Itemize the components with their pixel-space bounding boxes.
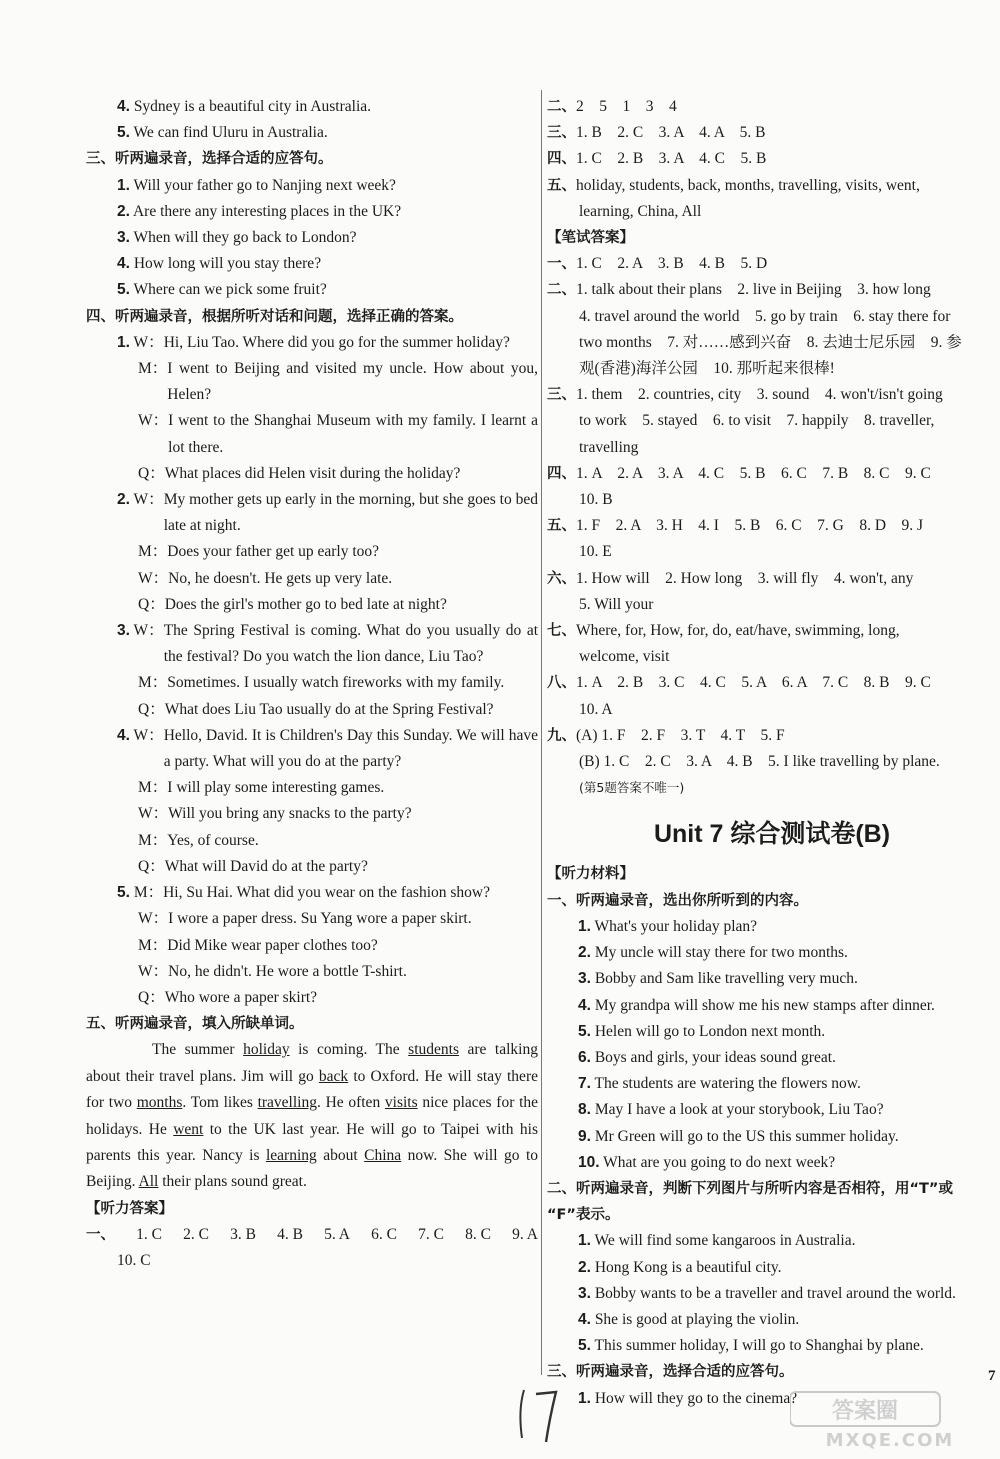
svg-text:MXQE.COM: MXQE.COM — [825, 1430, 955, 1450]
dialog-line: W： No, he didn't. He wore a bottle T-shirt. — [138, 962, 407, 980]
list-item: 7. The students are watering the flowers now. — [578, 1075, 861, 1093]
dialog-line: M： I will play some interesting games. — [138, 779, 385, 797]
dialog-line: W： I wore a paper dress. Su Yang wore a paper skirt. — [138, 910, 472, 928]
section-heading: 三、听两遍录音，选择合适的应答句。 — [86, 151, 333, 168]
answer-row: two months 7. 对……感到兴奋 8. 去迪士尼乐园 9. 参 — [579, 333, 962, 351]
answer-row: 五、holiday, students, back, months, travelling, visits, went, — [547, 176, 920, 194]
section-heading: 五、听两遍录音，填入所缺单词。 — [86, 1016, 304, 1033]
list-item: 1. We will find some kangaroos in Australia. — [578, 1232, 856, 1250]
right-column — [547, 94, 997, 1412]
answer-row: 10. E — [579, 543, 612, 561]
dialog-line: M： Does your father get up early too? — [138, 543, 380, 561]
list-item: 8. May I have a look at your storybook, Liu Tao? — [578, 1101, 884, 1119]
list-item: 2. Hong Kong is a beautiful city. — [578, 1258, 782, 1276]
answer-row: 10. B — [579, 491, 613, 509]
dialog-line: M： Did Mike wear paper clothes too? — [138, 936, 378, 954]
list-item: 4. How long will you stay there? — [117, 255, 322, 273]
filled-blank: visits — [384, 1094, 418, 1112]
dialog-line: 1. W： Hi, Liu Tao. Where did you go for the summer holiday? — [117, 333, 510, 351]
answer-row: 5. Will your — [579, 595, 654, 613]
answer-row: 一、1. C 2. A 3. B 4. B 5. D — [547, 255, 768, 273]
list-item: 5. This summer holiday, I will go to Shanghai by plane. — [578, 1337, 924, 1355]
column-divider — [541, 90, 542, 1375]
section-heading: 【笔试答案】 — [547, 230, 634, 247]
list-item: 10. What are you going to do next week? — [578, 1153, 836, 1171]
dialog-line: Q： Who wore a paper skirt? — [138, 988, 318, 1006]
answer-row: 4. travel around the world 5. go by train 6. stay there for — [579, 307, 951, 325]
answer-row: 二、1. talk about their plans 2. live in Beijing 3. how long — [547, 281, 931, 299]
filled-blank: holiday — [243, 1041, 290, 1059]
section-heading: 二、听两遍录音，判断下列图片与所听内容是否相符，用“T”或 — [547, 1180, 953, 1197]
dialog-line: Q： What does Liu Tao usually do at the Spring Festival? — [138, 700, 494, 718]
dialog-line: Q： Does the girl's mother go to bed late at night? — [138, 595, 447, 613]
section-heading: 四、听两遍录音，根据所听对话和问题，选择正确的答案。 — [86, 308, 463, 325]
page-number: 7 — [988, 1368, 996, 1384]
list-item: 3. When will they go back to London? — [117, 229, 357, 247]
dialog-line: M： I went to Beijing and visited my uncle. How about you, Helen? — [138, 360, 538, 404]
filled-blank: China — [364, 1146, 402, 1164]
filled-blank: travelling — [257, 1094, 317, 1112]
list-item: 5. Where can we pick some fruit? — [117, 281, 327, 299]
dialog-line: M： Yes, of course. — [138, 831, 259, 849]
answer-row: (B) 1. C 2. C 3. A 4. B 5. I like travelling by plane. — [579, 753, 940, 771]
list-item: 2. Are there any interesting places in the UK? — [117, 202, 402, 220]
handwritten-mark — [510, 1380, 570, 1450]
list-item: 9. Mr Green will go to the US this summer holiday. — [578, 1127, 899, 1145]
answer-row: 七、Where, for, How, for, do, eat/have, swimming, long, — [547, 622, 900, 640]
dialog-line: Q： What will David do at the party? — [138, 857, 368, 875]
list-item: 2. My uncle will stay there for two months. — [578, 944, 848, 962]
cloze-paragraph: The summer holiday is coming. The students are talking about their travel plans. Jim will go back to Oxford. He will stay there for two months. Tom likes travelling. He often visits nice places for the holidays. He went to the UK last year. He will go to Taipei with his parents this year. Nancy is learning about China now. She will go to Beijing. All their plans sound great. — [86, 1041, 539, 1191]
answer-row: 四、1. C 2. B 3. A 4. C 5. B — [547, 150, 767, 168]
answer-row: learning, China, All — [579, 202, 702, 220]
section-heading: 三、听两遍录音，选择合适的应答句。 — [547, 1364, 794, 1381]
answer-row: to work 5. stayed 6. to visit 7. happily 8. traveller, — [579, 412, 935, 430]
section-heading: 【听力材料】 — [547, 866, 634, 883]
list-item: 3. Bobby wants to be a traveller and travel around the world. — [578, 1284, 956, 1302]
dialog-line: 2. W： My mother gets up early in the morning, but she goes to bed late at night. — [117, 491, 538, 535]
left-column — [86, 94, 538, 1274]
answer-row: travelling — [579, 438, 639, 456]
list-item: 4. She is good at playing the violin. — [578, 1310, 800, 1328]
list-item: 4. My grandpa will show me his new stamps after dinner. — [578, 996, 935, 1014]
dialog-line: 5. M： Hi, Su Hai. What did you wear on the fashion show? — [117, 884, 490, 902]
filled-blank: back — [318, 1067, 349, 1085]
list-item: 4. Sydney is a beautiful city in Australia. — [117, 98, 372, 115]
answer-note: (第5题答案不唯一) — [579, 780, 685, 796]
dialog-line: M： Sometimes. I usually watch fireworks with my family. — [138, 674, 505, 692]
dialog-line: W： I went to the Shanghai Museum with my family. I learnt a lot there. — [138, 412, 538, 456]
dialog-line: Q： What places did Helen visit during the holiday? — [138, 464, 461, 482]
list-item: 1. Will your father go to Nanjing next week? — [117, 176, 396, 194]
dialog-line: W： No, he doesn't. He gets up very late. — [138, 569, 393, 587]
filled-blank: students — [408, 1041, 459, 1059]
filled-blank: All — [138, 1173, 159, 1191]
section-heading: “F”表示。 — [547, 1207, 620, 1224]
answer-row: 五、1. F 2. A 3. H 4. I 5. B 6. C 7. G 8. D 9. J — [547, 517, 924, 535]
svg-text:答案圈: 答案圈 — [831, 1399, 899, 1424]
filled-blank: months — [136, 1094, 183, 1112]
answer-row: welcome, visit — [579, 648, 670, 666]
list-item: 5. We can find Uluru in Australia. — [117, 124, 328, 142]
answer-row: 九、(A) 1. F 2. F 3. T 4. T 5. F — [547, 726, 785, 744]
list-item: 1. What's your holiday plan? — [578, 917, 758, 935]
unit-title: Unit 7 综合测试卷(B) — [653, 820, 891, 849]
list-item: 5. Helen will go to London next month. — [578, 1022, 826, 1040]
answer-row: 四、1. A 2. A 3. A 4. C 5. B 6. C 7. B 8. C 9. C — [547, 464, 931, 482]
dialog-line: W： Will you bring any snacks to the party? — [138, 805, 412, 823]
answer-row: 10. C — [117, 1252, 151, 1270]
list-item: 6. Boys and girls, your ideas sound great. — [578, 1048, 836, 1066]
filled-blank: learning — [265, 1146, 317, 1164]
answer-row: 八、1. A 2. B 3. C 4. C 5. A 6. A 7. C 8. B 9. C — [547, 674, 931, 692]
answer-row: 观(香港)海洋公园 10. 那听起来很棒! — [579, 360, 835, 378]
list-item: 1. How will they go to the cinema? — [578, 1389, 798, 1407]
dialog-line: 4. W： Hello, David. It is Children's Day this Sunday. We will have a party. What will you do at the party? — [117, 726, 538, 771]
list-item: 3. Bobby and Sam like travelling very much. — [578, 970, 858, 988]
answer-row: 10. A — [579, 700, 613, 718]
filled-blank: went — [173, 1120, 204, 1138]
section-heading: 一、听两遍录音，选出你所听到的内容。 — [547, 892, 808, 909]
answer-row: 六、1. How will 2. How long 3. will fly 4. won't, any — [547, 569, 914, 587]
answer-row: 三、1. B 2. C 3. A 4. A 5. B — [547, 124, 766, 142]
answer-row: 三、1. them 2. countries, city 3. sound 4. won't/isn't going — [547, 386, 943, 404]
answer-row: 一、 1. C 2. C 3. B 4. B 5. A 6. C 7. C 8. C 9. A — [86, 1225, 538, 1243]
watermark-logo — [790, 1390, 990, 1450]
section-heading: 【听力答案】 — [86, 1200, 173, 1217]
answer-row: 二、2 5 1 3 4 — [547, 98, 677, 115]
dialog-line: 3. W： The Spring Festival is coming. What do you usually do at the festival? Do you watch the lion dance, Liu Tao? — [117, 622, 538, 666]
